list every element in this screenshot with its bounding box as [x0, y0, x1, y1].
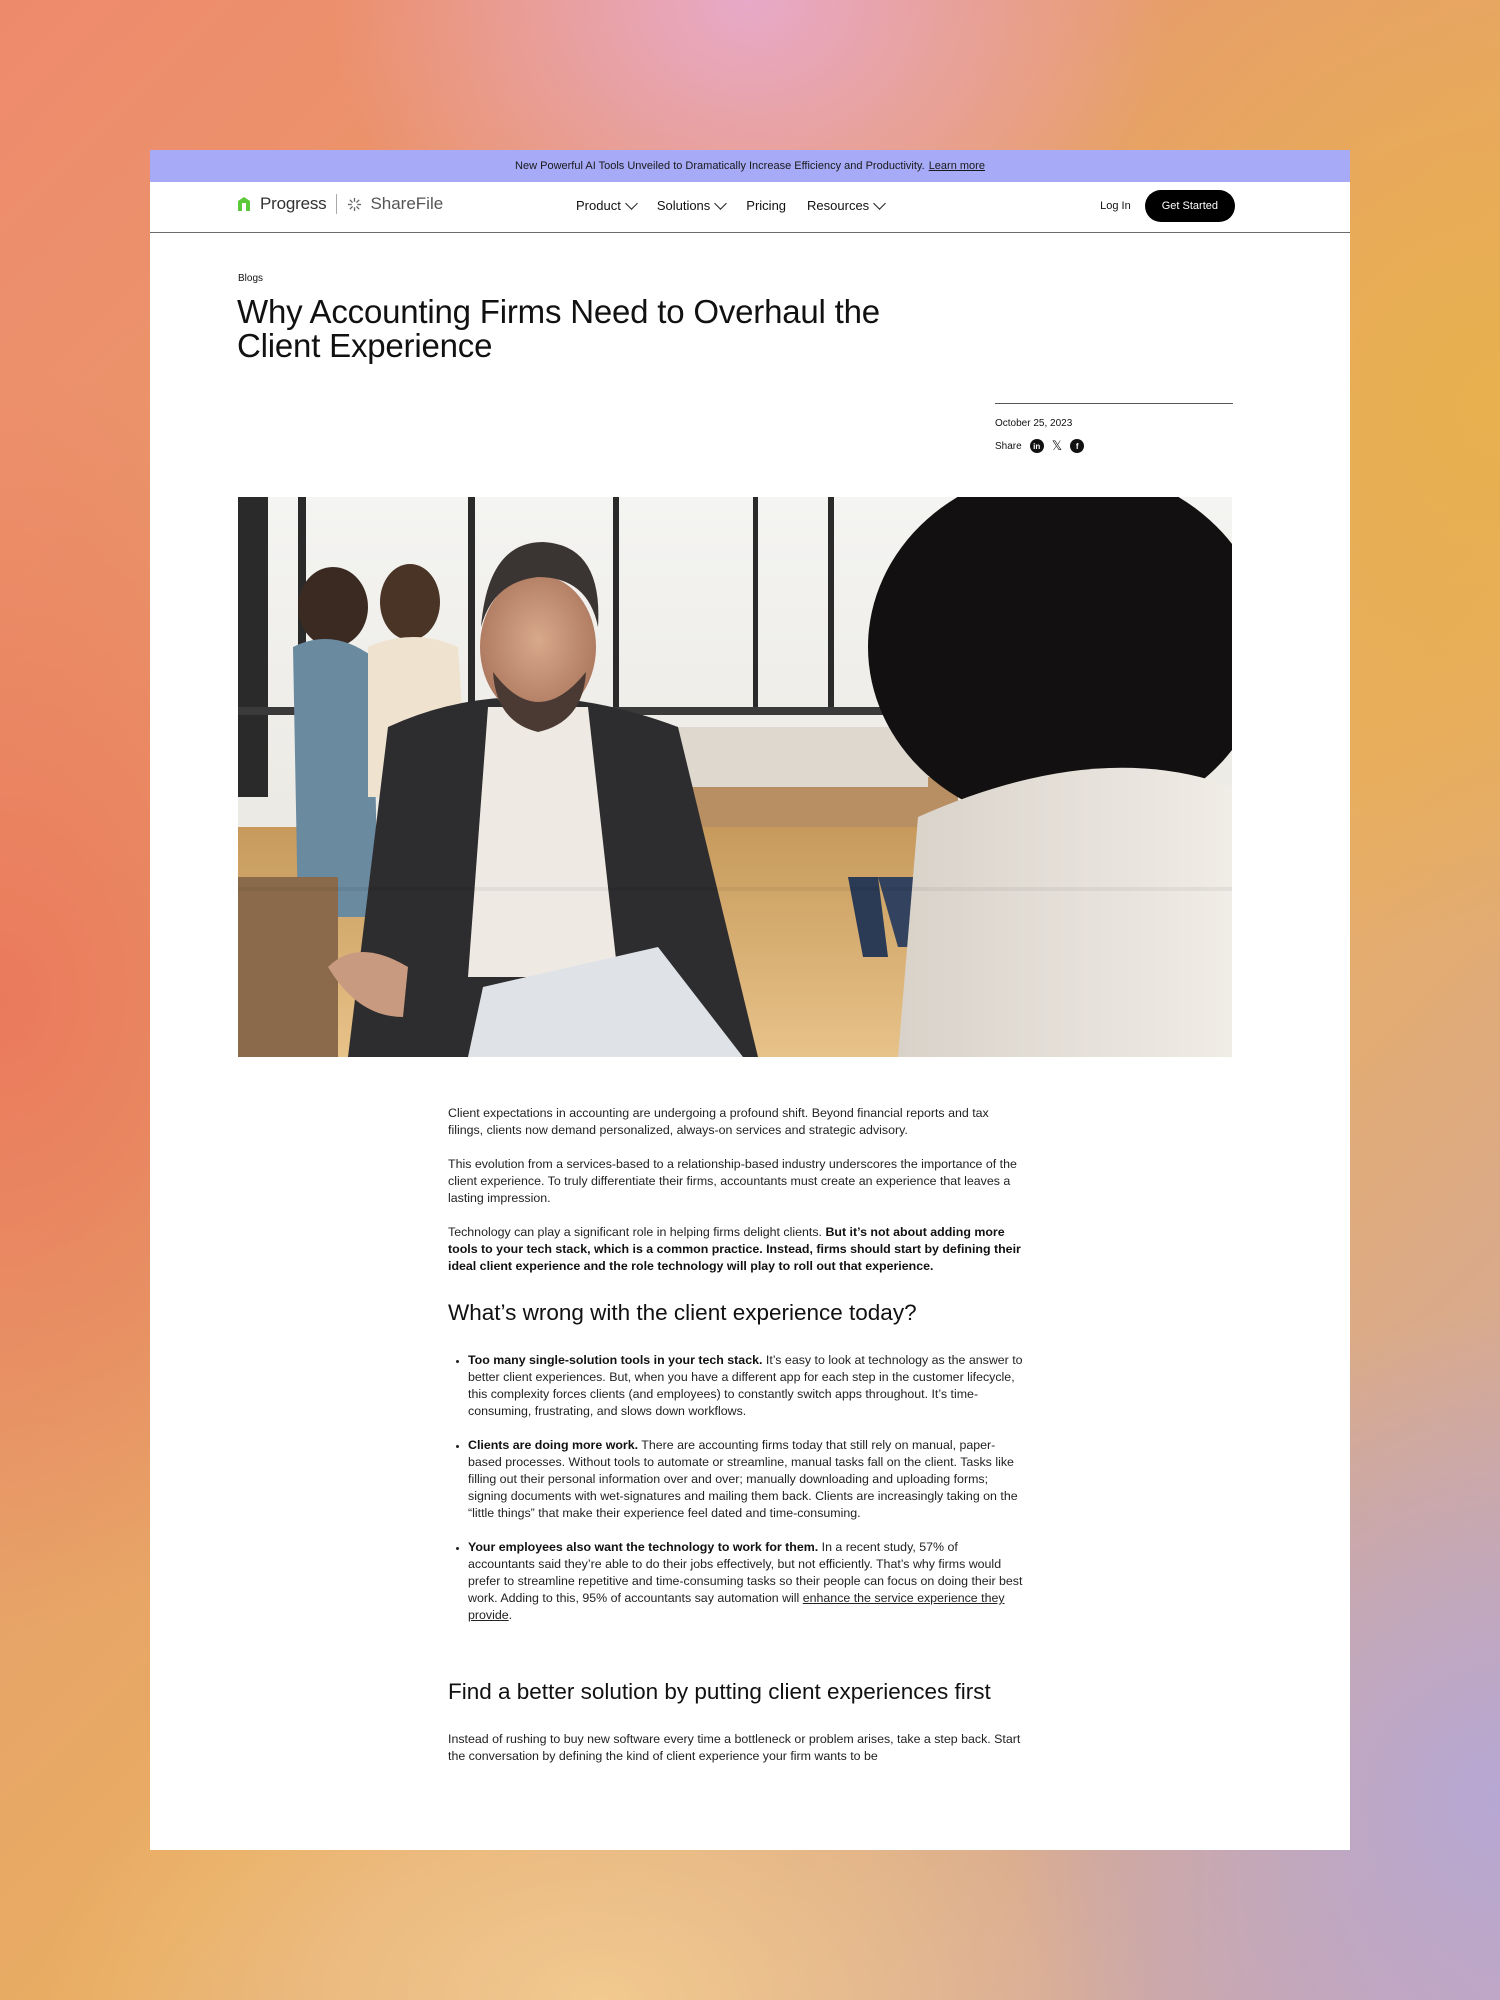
share-label: Share — [995, 440, 1022, 452]
paragraph: This evolution from a services-based to a relationship-based industry underscores the importance of the client experience. To truly differentiate their firms, accountants must create an experience that leaves a lasting impression. — [448, 1157, 1017, 1205]
list-item — [468, 1352, 1023, 1420]
get-started-button[interactable]: Get Started — [1145, 190, 1235, 222]
bold-text: Clients are doing more work. — [468, 1438, 639, 1452]
nav-resources-label: Resources — [807, 198, 870, 213]
login-link[interactable]: Log In — [1100, 200, 1131, 212]
logo[interactable] — [236, 194, 443, 214]
article-body — [448, 1105, 1023, 1782]
nav-resources[interactable] — [807, 198, 884, 213]
learn-more-link[interactable]: Learn more — [928, 160, 985, 172]
section-heading: What’s wrong with the client experience today? — [448, 1300, 917, 1325]
x-twitter-icon[interactable]: 𝕏 — [1051, 438, 1063, 453]
list-item-text: In a recent study, 57% of accountants said they’re able to do their jobs effectively, but not efficiently. That’s why firms would prefer to streamline repetitive and time-consuming tasks so their people can focus on doing their best work. Adding to this, 95% of accountants say automation will — [468, 1540, 1023, 1605]
paragraph-text: Technology can play a significant role in helping firms delight clients. — [448, 1225, 826, 1239]
facebook-icon[interactable]: f — [1070, 439, 1084, 453]
article-title: Why Accounting Firms Need to Overhaul the Client Experience — [237, 293, 880, 364]
issues-list — [448, 1352, 1023, 1624]
hero-image — [238, 497, 1232, 1057]
bold-text: But it’s not about adding more tools to your tech stack, which is a common practice. Instead, firms should start by defining their ideal client experience and the role technology will play to roll out that experience. — [448, 1225, 1021, 1273]
chevron-down-icon — [873, 197, 886, 210]
nav-actions — [1100, 190, 1235, 222]
publish-date: October 25, 2023 — [995, 418, 1073, 429]
progress-logo-icon — [236, 195, 252, 213]
chevron-down-icon — [714, 197, 727, 210]
article-meta — [995, 403, 1233, 453]
logo-divider — [336, 194, 337, 214]
list-item-text: There are accounting firms today that still rely on manual, paper-based processes. Without tools to automate or streamline, manual tasks fall on the client. Tasks like filling out their personal information over and over; manually downloading and uploading forms; signing documents with wet-signatures and mailing them back. Clients are increasingly taking on the “little things” that make their experience feel dated and time-consuming. — [468, 1438, 1018, 1520]
list-item-end: . — [508, 1608, 513, 1622]
nav-product[interactable] — [576, 198, 636, 213]
list-item — [468, 1437, 1023, 1522]
chevron-down-icon — [625, 197, 638, 210]
enhance-service-link[interactable]: enhance the service experience they provide — [468, 1591, 1005, 1622]
main-menu — [576, 198, 884, 213]
list-item-text: It’s easy to look at technology as the answer to better client experiences. But, when you have a different app for each step in the customer lifecycle, this complexity forces clients (and employees) to constantly switch apps throughout. It’s time-consuming, frustrating, and slows down workflows. — [468, 1353, 1023, 1418]
bold-text: Too many single-solution tools in your tech stack. — [468, 1353, 763, 1367]
share-row — [995, 439, 1233, 453]
breadcrumb[interactable]: Blogs — [238, 273, 264, 284]
product-name: ShareFile — [370, 194, 444, 213]
announcement-bar — [150, 150, 1350, 182]
brand-name: Progress — [260, 194, 327, 213]
nav-solutions[interactable] — [657, 198, 725, 213]
paragraph — [448, 1224, 1023, 1275]
paragraph: Instead of rushing to buy new software every time a bottleneck or problem arises, take a step back. Start the conversation by defining the kind of client experience your firm wants to be — [448, 1732, 1021, 1763]
browser-page — [150, 150, 1350, 1850]
top-nav — [150, 182, 1350, 233]
list-item — [468, 1539, 1023, 1624]
section-heading: Find a better solution by putting client experiences first — [448, 1679, 991, 1704]
paragraph: Client expectations in accounting are undergoing a profound shift. Beyond financial reports and tax filings, clients now demand personalized, always-on services and strategic advisory. — [448, 1106, 989, 1137]
nav-solutions-label: Solutions — [656, 198, 711, 213]
linkedin-icon[interactable]: in — [1030, 439, 1044, 453]
nav-pricing-label: Pricing — [746, 198, 787, 213]
bold-text: Your employees also want the technology to work for them. — [468, 1540, 819, 1554]
nav-product-label: Product — [576, 198, 621, 213]
sharefile-logo-icon — [347, 197, 362, 212]
nav-pricing[interactable] — [746, 198, 786, 213]
announcement-text: New Powerful AI Tools Unveiled to Dramatically Increase Efficiency and Productivity. — [515, 160, 925, 172]
